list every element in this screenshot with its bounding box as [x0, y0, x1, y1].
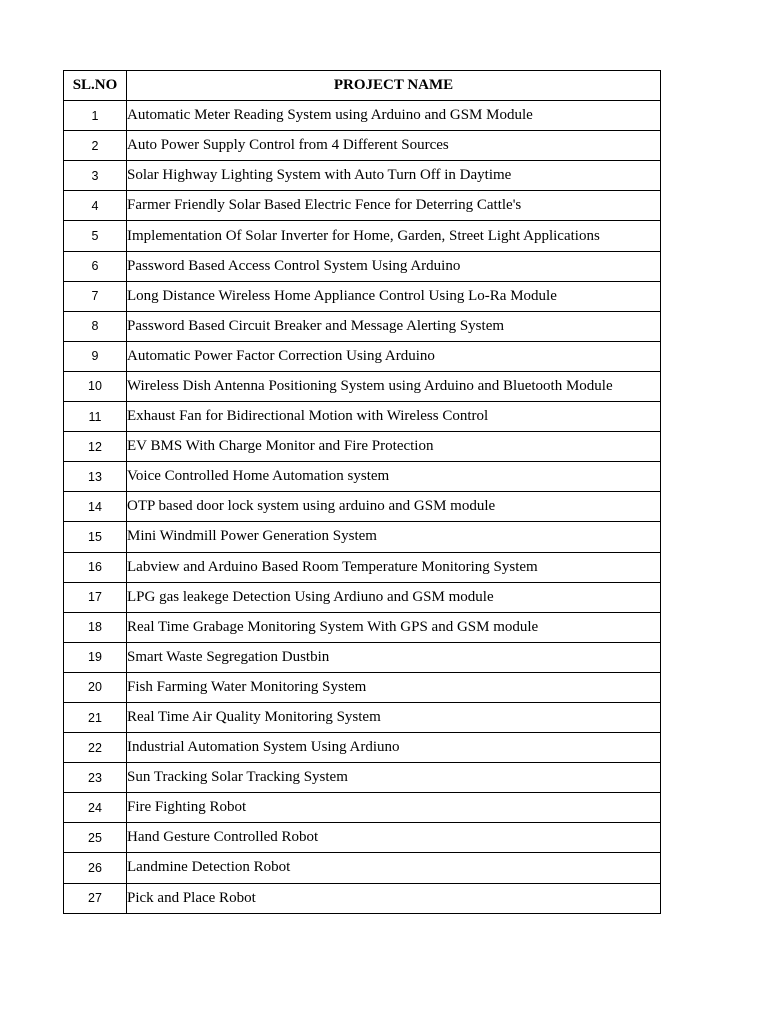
project-name-cell: EV BMS With Charge Monitor and Fire Protection [127, 432, 661, 462]
table-row [64, 432, 661, 462]
table-row [64, 101, 661, 131]
table-row [64, 853, 661, 883]
header-project-name: PROJECT NAME [127, 71, 661, 101]
serial-number-cell: 6 [64, 251, 127, 281]
project-name-cell: Smart Waste Segregation Dustbin [127, 642, 661, 672]
project-name-cell: Hand Gesture Controlled Robot [127, 823, 661, 853]
serial-number-cell: 27 [64, 883, 127, 913]
serial-number-cell: 1 [64, 101, 127, 131]
project-name-cell: Password Based Access Control System Using Arduino [127, 251, 661, 281]
serial-number-cell: 20 [64, 672, 127, 702]
table-row [64, 763, 661, 793]
project-table [63, 70, 661, 914]
serial-number-cell: 24 [64, 793, 127, 823]
serial-number-cell: 21 [64, 702, 127, 732]
project-name-cell: Fish Farming Water Monitoring System [127, 672, 661, 702]
project-name-cell: Farmer Friendly Solar Based Electric Fence for Deterring Cattle's [127, 191, 661, 221]
table-row [64, 642, 661, 672]
table-row [64, 552, 661, 582]
serial-number-cell: 22 [64, 733, 127, 763]
project-name-cell: Landmine Detection Robot [127, 853, 661, 883]
serial-number-cell: 8 [64, 311, 127, 341]
project-name-cell: Long Distance Wireless Home Appliance Control Using Lo-Ra Module [127, 281, 661, 311]
project-name-cell: Automatic Power Factor Correction Using Arduino [127, 341, 661, 371]
table-header-row [64, 71, 661, 101]
serial-number-cell: 14 [64, 492, 127, 522]
serial-number-cell: 5 [64, 221, 127, 251]
table-row [64, 281, 661, 311]
serial-number-cell: 4 [64, 191, 127, 221]
table-row [64, 702, 661, 732]
table-row [64, 161, 661, 191]
serial-number-cell: 12 [64, 432, 127, 462]
serial-number-cell: 19 [64, 642, 127, 672]
header-sl-no: SL.NO [64, 71, 127, 101]
serial-number-cell: 23 [64, 763, 127, 793]
table-row [64, 582, 661, 612]
project-name-cell: Mini Windmill Power Generation System [127, 522, 661, 552]
project-name-cell: Industrial Automation System Using Ardiuno [127, 733, 661, 763]
table-row [64, 221, 661, 251]
table-row [64, 492, 661, 522]
project-name-cell: OTP based door lock system using arduino and GSM module [127, 492, 661, 522]
project-name-cell: Real Time Grabage Monitoring System With GPS and GSM module [127, 612, 661, 642]
project-name-cell: Exhaust Fan for Bidirectional Motion with Wireless Control [127, 402, 661, 432]
project-name-cell: Automatic Meter Reading System using Arduino and GSM Module [127, 101, 661, 131]
project-name-cell: Fire Fighting Robot [127, 793, 661, 823]
table-row [64, 251, 661, 281]
serial-number-cell: 10 [64, 371, 127, 401]
project-name-cell: Implementation Of Solar Inverter for Home, Garden, Street Light Applications [127, 221, 661, 251]
serial-number-cell: 16 [64, 552, 127, 582]
table-row [64, 793, 661, 823]
table-body [64, 101, 661, 914]
table-row [64, 371, 661, 401]
project-name-cell: Pick and Place Robot [127, 883, 661, 913]
serial-number-cell: 2 [64, 131, 127, 161]
project-name-cell: Solar Highway Lighting System with Auto Turn Off in Daytime [127, 161, 661, 191]
table-row [64, 672, 661, 702]
project-name-cell: Sun Tracking Solar Tracking System [127, 763, 661, 793]
serial-number-cell: 25 [64, 823, 127, 853]
project-name-cell: Voice Controlled Home Automation system [127, 462, 661, 492]
table-row [64, 883, 661, 913]
serial-number-cell: 7 [64, 281, 127, 311]
project-name-cell: Password Based Circuit Breaker and Message Alerting System [127, 311, 661, 341]
serial-number-cell: 13 [64, 462, 127, 492]
serial-number-cell: 15 [64, 522, 127, 552]
serial-number-cell: 18 [64, 612, 127, 642]
project-name-cell: Labview and Arduino Based Room Temperature Monitoring System [127, 552, 661, 582]
project-name-cell: Auto Power Supply Control from 4 Different Sources [127, 131, 661, 161]
table-row [64, 733, 661, 763]
table-row [64, 823, 661, 853]
table-row [64, 341, 661, 371]
table-row [64, 311, 661, 341]
project-name-cell: Real Time Air Quality Monitoring System [127, 702, 661, 732]
table-row [64, 522, 661, 552]
serial-number-cell: 9 [64, 341, 127, 371]
table-row [64, 191, 661, 221]
project-name-cell: Wireless Dish Antenna Positioning System using Arduino and Bluetooth Module [127, 371, 661, 401]
table-row [64, 612, 661, 642]
serial-number-cell: 3 [64, 161, 127, 191]
table-row [64, 131, 661, 161]
table-row [64, 402, 661, 432]
serial-number-cell: 26 [64, 853, 127, 883]
project-name-cell: LPG gas leakege Detection Using Ardiuno and GSM module [127, 582, 661, 612]
table-row [64, 462, 661, 492]
serial-number-cell: 17 [64, 582, 127, 612]
serial-number-cell: 11 [64, 402, 127, 432]
